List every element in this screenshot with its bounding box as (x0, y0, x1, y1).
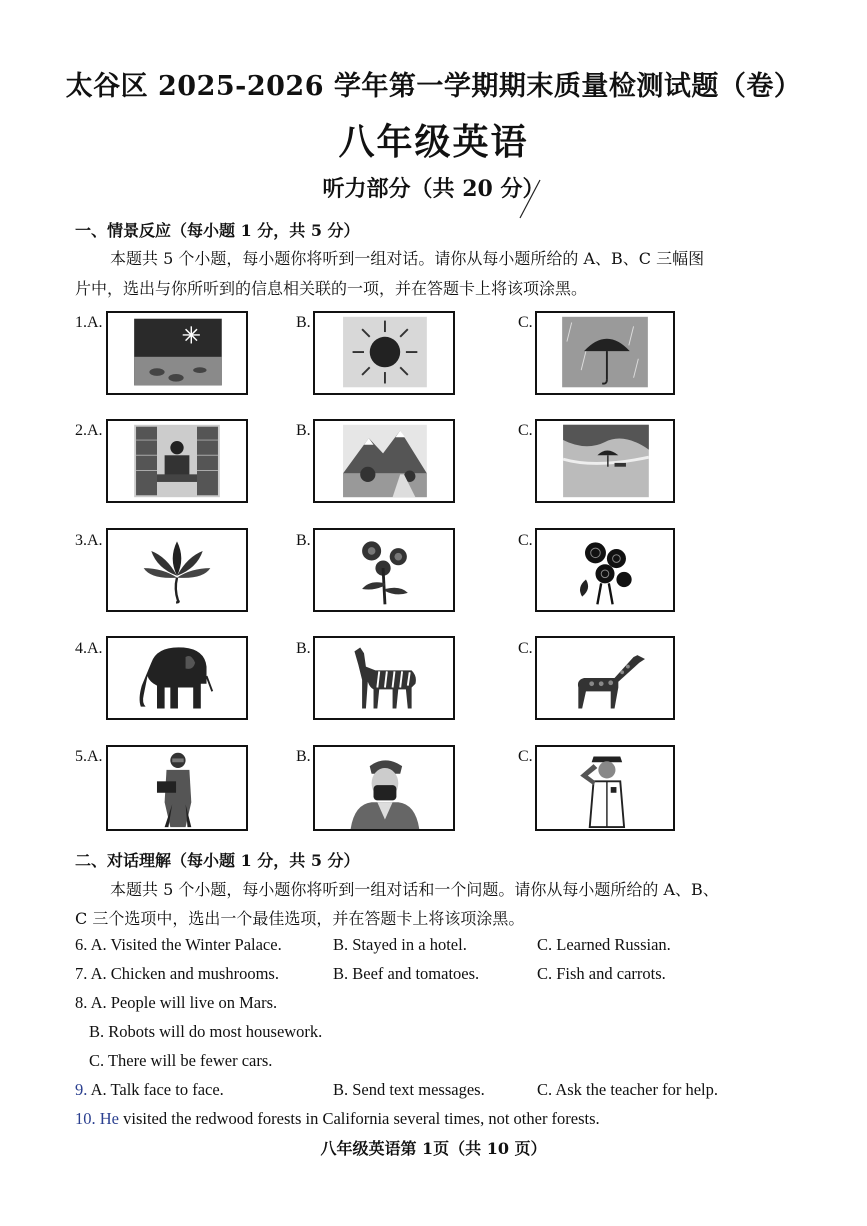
section2-instructions-1: 本题共 5 个小题，每小题你将听到一组对话和一个问题。请你从每小题所给的 A、B、 (110, 880, 719, 899)
q3-option-a-image (106, 528, 248, 612)
q5-label-c: C. (518, 748, 533, 765)
q1-label-b: B. (296, 314, 311, 331)
q3-label-c: C. (518, 532, 533, 549)
q1-option-b-image (313, 311, 455, 395)
section1-instructions-1: 本题共 5 个小题，每小题你将听到一组对话。请你从每小题所给的 A、B、C 三幅图 (110, 249, 705, 268)
q10-text: visited the redwood forests in California several times, not other forests. (119, 1109, 600, 1128)
giraffe-icon (537, 638, 673, 718)
q3-label-b: B. (296, 532, 311, 549)
q1-option-c-image (535, 311, 675, 395)
umbrella-rain-icon (537, 313, 673, 393)
q1-option-a-image (106, 311, 248, 395)
q2-option-a-image (106, 419, 248, 503)
q8-option-c: C. There will be fewer cars. (89, 1051, 273, 1070)
rose-icon (537, 530, 673, 610)
q8-option-b: B. Robots will do most housework. (89, 1022, 323, 1041)
q10-statement (75, 1109, 600, 1129)
q2-label-a: 2.A. (75, 422, 103, 439)
q1-label-c: C. (518, 314, 533, 331)
exam-title: 太谷区 2025-2026 学年第一学期期末质量检测试题（卷） (65, 71, 802, 102)
q4-label-b: B. (296, 640, 311, 657)
q5-option-c-image (535, 745, 675, 831)
zebra-icon (315, 638, 453, 718)
page-footer: 八年级英语第 1页（共 10 页） (320, 1139, 547, 1158)
q2-option-c-image (535, 419, 675, 503)
q1-label-a: 1.A. (75, 314, 103, 331)
q9-option-b: B. Send text messages. (333, 1080, 485, 1099)
q10-number: 10. (75, 1109, 96, 1128)
q3-label-a: 3.A. (75, 532, 103, 549)
q3-option-c-image (535, 528, 675, 612)
q6-option-a: 6. A. Visited the Winter Palace. (75, 935, 282, 954)
snow-icon (108, 313, 246, 393)
section2-heading: 二、对话理解（每小题 1 分，共 5 分） (75, 851, 360, 870)
q9-option-c: C. Ask the teacher for help. (537, 1080, 718, 1099)
q10-he: He (95, 1109, 119, 1128)
sun-icon (315, 313, 453, 393)
q4-label-a: 4.A. (75, 640, 103, 657)
q3-option-b-image (313, 528, 455, 612)
section1-heading: 一、情景反应（每小题 1 分，共 5 分） (75, 221, 360, 240)
lotus-icon (108, 530, 246, 610)
q5-option-b-image (313, 745, 455, 831)
q2-label-c: C. (518, 422, 533, 439)
elephant-icon (108, 638, 246, 718)
sunflower-icon (315, 530, 453, 610)
part-title: 听力部分（共 20 分） (322, 176, 545, 202)
q9-option-a (75, 1080, 224, 1100)
q7-option-c: C. Fish and carrots. (537, 964, 666, 983)
q8-option-a: 8. A. People will live on Mars. (75, 993, 278, 1012)
q4-option-b-image (313, 636, 455, 720)
q6-option-c: C. Learned Russian. (537, 935, 671, 954)
section2-instructions-2: C 三个选项中，选出一个最佳选项，并在答题卡上将该项涂黑。 (75, 909, 525, 928)
q2-option-b-image (313, 419, 455, 503)
q6-option-b: B. Stayed in a hotel. (333, 935, 467, 954)
q7-option-a: 7. A. Chicken and mushrooms. (75, 964, 279, 983)
q9-option-a-text: A. Talk face to face. (87, 1080, 224, 1099)
subject-title: 八年级英语 (338, 121, 529, 163)
beach-icon (537, 421, 673, 501)
q7-option-b: B. Beef and tomatoes. (333, 964, 480, 983)
q4-option-a-image (106, 636, 248, 720)
q2-label-b: B. (296, 422, 311, 439)
q9-number: 9. (75, 1080, 88, 1099)
doctor-icon (315, 747, 453, 829)
q4-label-c: C. (518, 640, 533, 657)
section1-instructions-2: 片中，选出与你所听到的信息相关联的一项，并在答题卡上将该项涂黑。 (75, 279, 588, 298)
library-icon (108, 421, 246, 501)
policeman-icon (537, 747, 673, 829)
q4-option-c-image (535, 636, 675, 720)
q5-option-a-image (106, 745, 248, 831)
pen-mark-icon (510, 178, 550, 222)
mountain-icon (315, 421, 453, 501)
q5-label-a: 5.A. (75, 748, 103, 765)
teacher-icon (108, 747, 246, 829)
q5-label-b: B. (296, 748, 311, 765)
